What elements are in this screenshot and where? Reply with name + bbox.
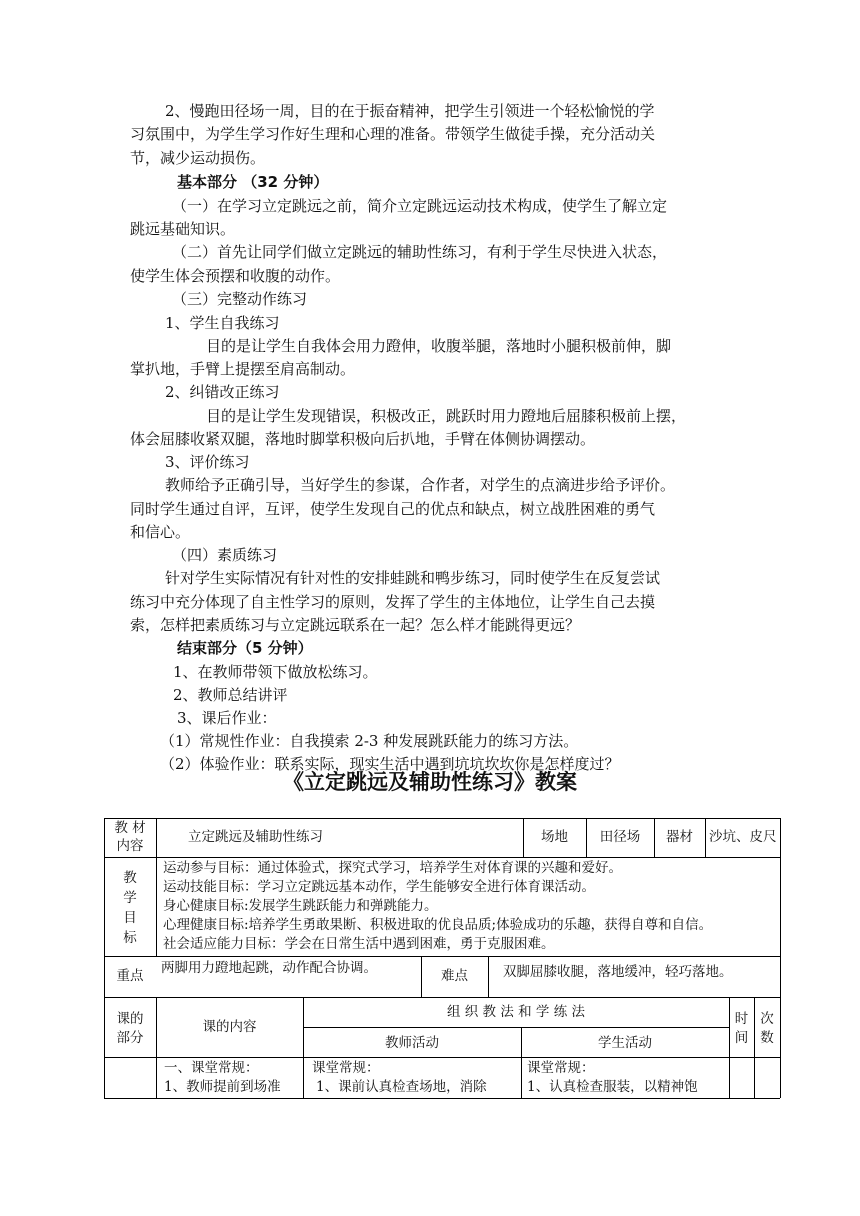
lesson-plan-title: 《立定跳远及辅助性练习》教案 [283, 770, 577, 794]
goal-item: 心理健康目标:培养学生勇敢果断、积极进取的优良品质;体验成功的乐趣，获得自尊和自信。 [163, 917, 713, 933]
part-label: 部分 [116, 1030, 144, 1046]
time-label: 间 [734, 1030, 749, 1046]
paragraph-line: 同时学生通过自评，互评，使学生发现自己的优点和缺点，树立战胜困难的勇气 [130, 500, 656, 518]
venue-label: 场地 [541, 829, 568, 845]
goal-item: 社会适应能力目标：学会在日常生活中遇到困难，勇于克服困难。 [163, 936, 555, 952]
venue-value: 田径场 [599, 829, 641, 845]
row-teacher: 1、课前认真检查场地，消除 [316, 1079, 487, 1095]
row-teacher: 课堂常规： [312, 1060, 380, 1076]
item-heading: 2、纠错改正练习 [165, 383, 280, 401]
time-label: 时 [734, 1011, 749, 1027]
material-value: 立定跳远及辅助性练习 [188, 829, 323, 845]
paragraph-line: 习氛围中，为学生学习作好生理和心理的准备。带领学生做徒手操，充分活动关 [130, 125, 656, 143]
paragraph-line: 目的是让学生发现错误，积极改正，跳跃时用力蹬地后屈膝积极前上摆， [206, 407, 687, 425]
key-point-label: 重点 [116, 968, 144, 984]
key-point-value: 两脚用力蹬地起跳，动作配合协调。 [161, 960, 377, 976]
part-label: 课的 [116, 1011, 144, 1027]
section-heading-basic: 基本部分 （32 分钟） [177, 173, 329, 191]
equipment-label: 器材 [666, 829, 693, 845]
paragraph-line: 掌扒地，手臂上提摆至肩高制动。 [130, 360, 356, 378]
content-label: 课的内容 [202, 1019, 257, 1035]
paragraph-line: 目的是让学生自我体会用力蹬伸，收腹举腿，落地时小腿积极前伸，脚 [206, 337, 672, 355]
method-label: 组 织 教 法 和 学 练 法 [446, 1004, 586, 1020]
difficulty-value: 双脚屈膝收腿，落地缓冲，轻巧落地。 [503, 964, 733, 980]
subsection-heading: （三）完整动作练习 [172, 290, 308, 308]
paragraph-line: 针对学生实际情况有针对性的安排蛙跳和鸭步练习，同时使学生在反复尝试 [165, 569, 661, 587]
list-item: （1）常规性作业：自我摸索 2-3 种发展跳跃能力的练习方法。 [160, 732, 579, 750]
goal-label-char: 标 [123, 930, 137, 946]
paragraph-line: 索，怎样把素质练习与立定跳远联系在一起？怎么样才能跳得更远？ [130, 616, 581, 634]
subsection-heading: （四）素质练习 [172, 546, 278, 564]
paragraph-line: 体会屈膝收紧双腿，落地时脚掌积极向后扒地，手臂在体侧协调摆动。 [130, 430, 596, 448]
paragraph-line: （一）在学习立定跳远之前，简介立定跳远运动技术构成，使学生了解立定 [172, 197, 668, 215]
section-heading-end: 结束部分（5 分钟） [177, 639, 313, 657]
goal-item: 运动技能目标：学习立定跳远基本动作，学生能够安全进行体育课活动。 [163, 879, 595, 895]
goal-label-char: 目 [123, 910, 137, 926]
goal-item: 运动参与目标：通过体验式，探究式学习，培养学生对体育课的兴趣和爱好。 [163, 860, 622, 876]
list-item: （2）体验作业：联系实际，现实生活中遇到坑坑坎坎你是怎样度过？ [160, 755, 620, 773]
goal-item: 身心健康目标:发展学生跳跃能力和弹跳能力。 [163, 898, 438, 914]
paragraph-line: 教师给予正确引导，当好学生的参谋，合作者，对学生的点滴进步给予评价。 [165, 476, 676, 494]
row-student: 1、认真检查服装，以精神饱 [527, 1079, 698, 1095]
row-content: 一、课堂常规： [164, 1060, 259, 1076]
paragraph-line: 跳远基础知识。 [130, 220, 236, 238]
count-label: 数 [760, 1030, 774, 1046]
student-activity-label: 学生活动 [598, 1035, 652, 1051]
list-item: 1、在教师带领下做放松练习。 [173, 663, 378, 681]
paragraph-line: 2、慢跑田径场一周，目的在于振奋精神，把学生引领进一个轻松愉悦的学 [165, 102, 655, 120]
paragraph-line: 练习中充分体现了自主性学习的原则，发挥了学生的主体地位，让学生自己去摸 [130, 593, 656, 611]
count-label: 次 [760, 1011, 774, 1027]
row-student: 课堂常规： [527, 1060, 595, 1076]
goal-label-char: 教 [123, 870, 137, 886]
item-heading: 1、学生自我练习 [165, 314, 280, 332]
paragraph-line: （二）首先让同学们做立定跳远的辅助性练习，有利于学生尽快进入状态， [172, 243, 668, 261]
list-item: 3、课后作业： [177, 709, 277, 727]
paragraph-line: 和信心。 [130, 523, 191, 541]
paragraph-line: 节，减少运动损伤。 [130, 149, 266, 167]
row-content: 1、教师提前到场准 [164, 1079, 281, 1095]
teacher-activity-label: 教师活动 [385, 1035, 439, 1051]
equipment-value: 沙坑、皮尺 [709, 829, 777, 845]
list-item: 2、教师总结讲评 [173, 686, 288, 704]
goal-label-char: 学 [123, 890, 137, 906]
item-heading: 3、评价练习 [165, 453, 250, 471]
material-label: 内容 [116, 838, 144, 854]
paragraph-line: 使学生体会预摆和收腹的动作。 [130, 267, 341, 285]
material-label: 教 材 [114, 820, 146, 836]
difficulty-label: 难点 [441, 968, 468, 984]
